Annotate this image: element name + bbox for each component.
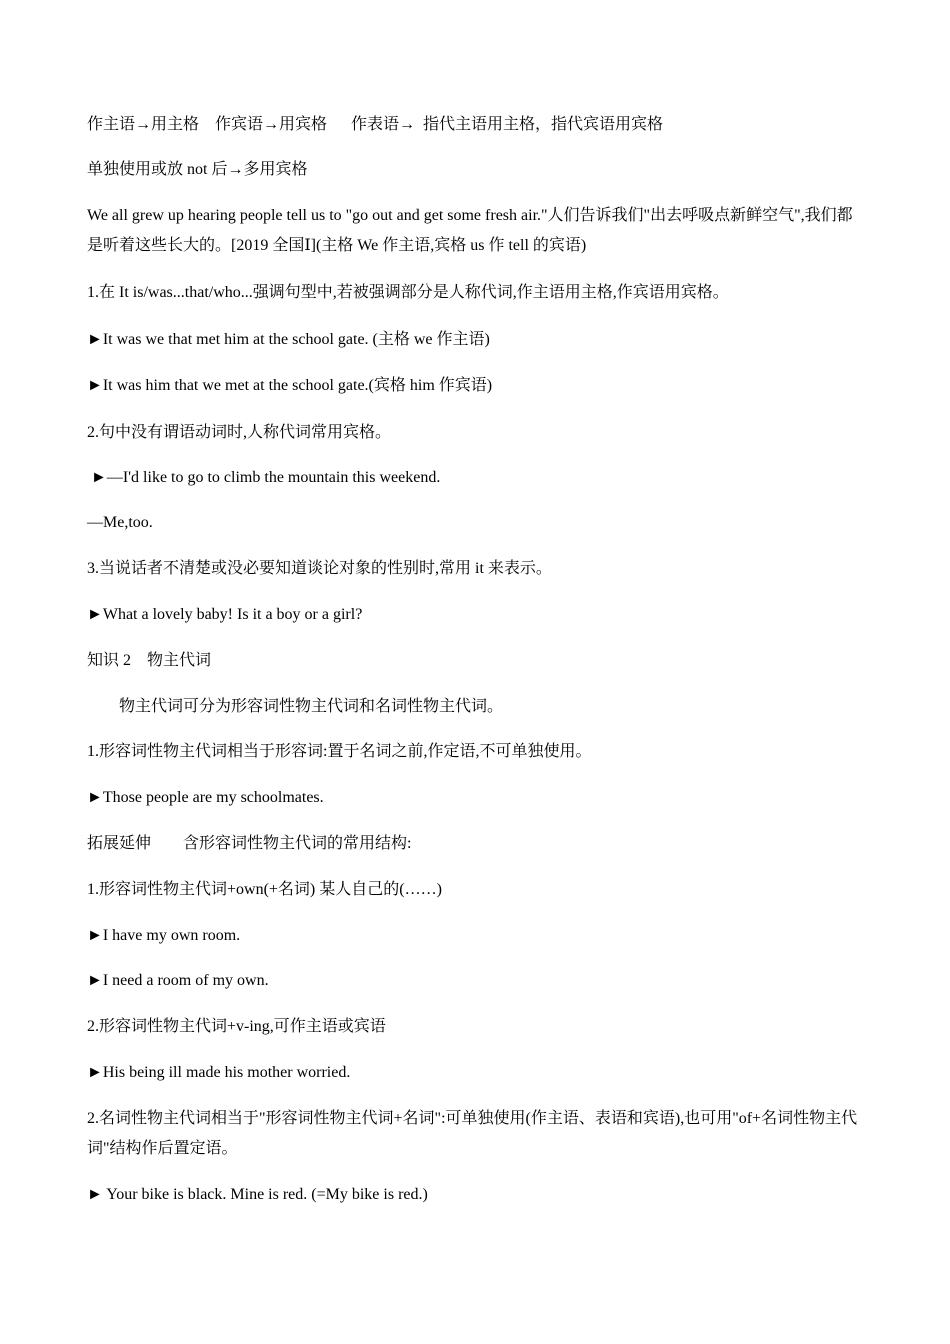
rule-3: 3.当说话者不清楚或没必要知道谈论对象的性别时,常用 it 来表示。: [87, 560, 552, 577]
example-sentence: ►What a lovely baby! Is it a boy or a girl?: [87, 606, 363, 623]
section-heading: 知识 2 物主代词: [87, 652, 212, 669]
rule-nominal: 2.名词性物主代词相当于"形容词性物主代词+名词":可单独使用(作主语、表语和宾语),也可用"of+名词性物主代词"结构作后置定语。: [87, 1110, 858, 1157]
structure-2: 2.形容词性物主代词+v-ing,可作主语或宾语: [87, 1018, 386, 1035]
example-sentence: ►It was him that we met at the school gate.(宾格 him 作宾语): [87, 377, 493, 394]
example-sentence: ►It was we that met him at the school gate. (主格 we 作主语): [87, 331, 490, 348]
structure-1: 1.形容词性物主代词+own(+名词) 某人自己的(……): [87, 881, 442, 898]
case-rule-line-2: 单独使用或放 not 后→多用宾格: [87, 161, 308, 178]
example-sentence: ►His being ill made his mother worried.: [87, 1064, 351, 1081]
extension-heading: 拓展延伸 含形容词性物主代词的常用结构:: [87, 835, 412, 852]
case-rule-line: 作主语→用主格 作宾语→用宾格 作表语→ 指代主语用主格，指代宾语用宾格: [87, 116, 664, 133]
example-sentence: ►—I'd like to go to climb the mountain this weekend.: [87, 469, 441, 486]
example-sentence: ►Those people are my schoolmates.: [87, 789, 324, 806]
example-sentence: ► Your bike is black. Mine is red. (=My bike is red.): [87, 1186, 428, 1203]
example-sentence: ►I need a room of my own.: [87, 972, 269, 989]
example-reply: —Me,too.: [87, 514, 153, 531]
example-sentence: ►I have my own room.: [87, 927, 241, 944]
section-intro: 物主代词可分为形容词性物主代词和名词性物主代词。: [87, 698, 504, 715]
rule-adjectival: 1.形容词性物主代词相当于形容词:置于名词之前,作定语,不可单独使用。: [87, 743, 592, 760]
example-paragraph: We all grew up hearing people tell us to "go out and get some fresh air."人们告诉我们"出去呼吸点新鲜空气",我们都是听着这些长大的。[2019 全国Ⅰ](主格 We 作主语,宾格 us 作 tell 的宾语): [87, 207, 853, 254]
rule-2: 2.句中没有谓语动词时,人称代词常用宾格。: [87, 424, 392, 441]
rule-1: 1.在 It is/was...that/who...强调句型中,若被强调部分是人称代词,作主语用主格,作宾语用宾格。: [87, 284, 729, 301]
